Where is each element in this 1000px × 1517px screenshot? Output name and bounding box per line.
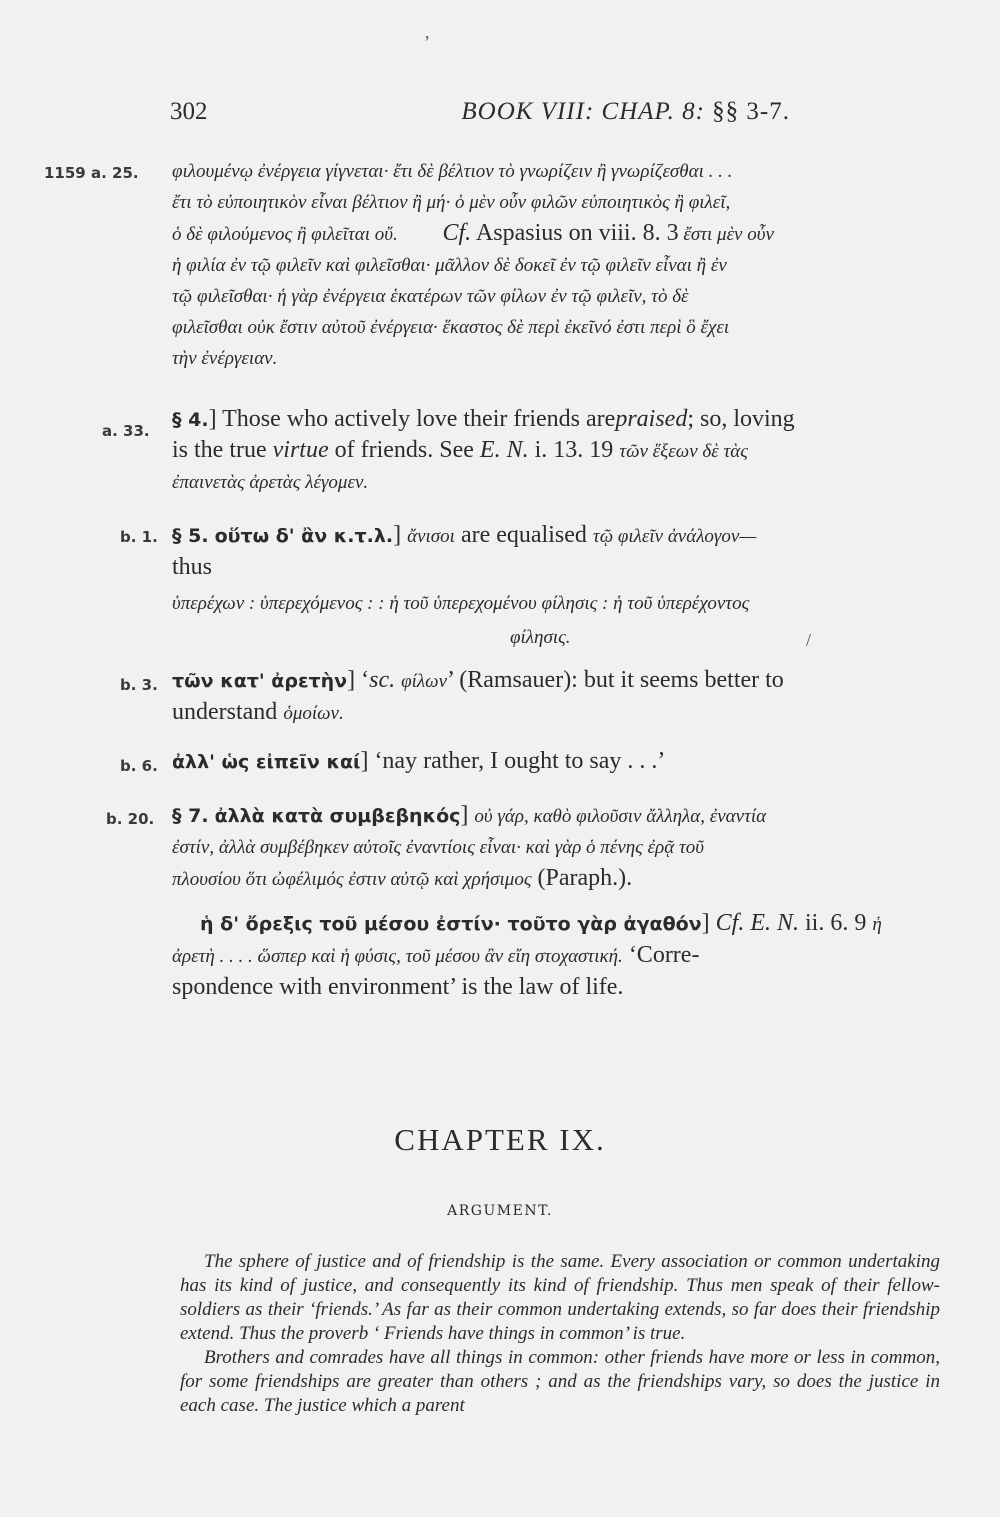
text: understand [172,699,278,725]
text-line: spondence with environment’ is the law of life. [172,974,624,1000]
note-body [200,908,935,940]
line-ref: b. 20. [106,810,155,828]
argument-paragraph: Brothers and comrades have all things in common: other friends have more or less in common, for some friendships are greater than others ; and as the friendships vary, so does the justice in each case. The justice which a parent [180,1347,940,1416]
work-abbrev: E. N. [750,910,799,936]
sections-label: §§ 3-7. [712,98,790,125]
section-mark: § 5. [172,525,209,547]
text-line [172,435,932,467]
proportion-formula: ὑπερέχων : ὑπερεχόμενος : : ἡ τοῦ ὑπερεχομένου φίλησις : ἡ τοῦ ὑπερέχοντος [172,593,750,614]
text-line [172,404,932,435]
text: ii. 6. 9 [805,910,867,936]
lemma: ἀλλ' ὡς εἰπεῖν καί [172,751,361,773]
note-body [172,156,932,374]
page-number: 302 [170,98,208,125]
greek-text: πλουσίου ὅτι ὠφέλιμός ἐστιν αὐτῷ καὶ χρήσιμος [172,869,532,890]
lemma: οὕτω δ' ἂν κ.τ.λ. [214,525,394,547]
cf-label: Cf. [715,910,745,936]
text-line: § 7. ἀλλὰ κατὰ συμβεβηκός] οὐ γάρ, καθὸ φιλοῦσιν ἄλληλα, ἐναντία [172,802,767,828]
section-mark: § 4. [172,409,209,431]
greek-text: ἄνισοι [407,526,455,547]
line-ref: b. 6. [120,757,158,775]
text-line [172,863,932,895]
greek-line: τῷ φιλεῖσθαι· ἡ γὰρ ἐνέργεια ἑκατέρων τῶν φίλων ἐν τῷ φιλεῖν, τὸ δὲ [172,286,689,307]
chap-label: CHAP. 8: [601,98,705,125]
chapter-title: CHAPTER IX. [394,1122,606,1157]
line-ref: b. 3. [120,676,158,694]
text: are equalised [460,522,587,548]
text: of friends. See [334,437,474,463]
greek-line: ἔτι τὸ εὐποιητικὸν εἶναι βέλτιον ἢ μή· ὁ μὲν οὖν φιλῶν εὐποιητικὸς ἢ φιλεῖ, [172,192,731,213]
note-body [172,404,932,498]
note-body [172,665,932,729]
greek-line: τὴν ἐνέργειαν. [172,348,278,369]
line-ref: a. 33. [102,422,150,440]
note-body [172,746,932,777]
text: ] Those who actively love their friends are [208,406,616,432]
text-line [172,940,932,972]
greek-line: ἐπαινετὰς ἀρετὰς λέγομεν. [172,472,369,493]
work-abbrev: E. N. [479,437,529,463]
emphasis: praised [615,406,688,432]
greek-text: τῶν ἕξεων δὲ τὰς [619,441,748,462]
text: (Ramsauer): but it seems better to [459,667,784,693]
book-label: BOOK VIII: [461,98,595,125]
text: (Paraph.). [537,865,633,891]
aspasius-ref: Aspasius on viii. 8. 3 [475,220,679,246]
note-body [172,520,932,582]
greek-text: ὁμοίων. [283,703,344,724]
greek-text: τῷ φιλεῖν ἀνάλογον— [592,526,757,547]
text: i. 13. 19 [534,437,614,463]
section-mark: § 7. [172,805,209,827]
text-line: τῶν κατ' ἀρετὴν] ‘sc. φίλων’ (Ramsauer): but it seems better to [172,667,784,693]
text-line: ἡ δ' ὄρεξις τοῦ μέσου ἐστίν· τοῦτο γὰρ ἀγαθόν] Cf. E. N. ii. 6. 9 ἡ [200,910,882,936]
greek-line: ἡ φιλία ἐν τῷ φιλεῖν καὶ φιλεῖσθαι· μᾶλλον δὲ δοκεῖ ἐν τῷ φιλεῖν εἶναι ἢ ἐν [172,255,727,276]
lemma: τῶν κατ' ἀρετὴν [172,670,348,692]
text-line: § 5. οὕτω δ' ἂν κ.τ.λ.] ἄνισοι are equalised τῷ φιλεῖν ἀνάλογον— [172,522,757,548]
text-line: thus [172,554,213,580]
greek-text: ἔστι μὲν οὖν [683,224,774,245]
cf-label: Cf. [442,220,472,246]
abbrev: sc. [369,667,396,693]
proportion-formula-end: φίλησις. [510,627,571,648]
argument-heading: ARGUMENT. [447,1203,553,1219]
greek-line: φιλουμένῳ ἐνέργεια γίγνεται· ἔτι δὲ βέλτιον τὸ γνωρίζειν ἢ γνωρίζεσθαι . . . [172,161,733,182]
emphasis: virtue [272,437,329,463]
lemma: ἡ δ' ὄρεξις τοῦ μέσου ἐστίν· τοῦτο γὰρ ἀγαθόν [200,913,702,935]
text: ‘Corre- [628,942,700,968]
line-ref: b. 1. [120,528,158,546]
stray-mark: ʼ [424,32,430,52]
greek-line: φιλεῖσθαι οὐκ ἔστιν αὐτοῦ ἐνέργεια· ἕκαστος δὲ περὶ ἐκεῖνό ἐστι περὶ ὃ ἔχει [172,317,730,338]
greek-text: οὐ γάρ, καθὸ φιλοῦσιν ἄλληλα, ἐναντία [474,806,767,827]
running-title [461,98,790,126]
note-body [172,800,932,895]
greek-line: ἐστίν, ἀλλὰ συμβέβηκεν αὐτοῖς ἐναντίοις εἶναι· καὶ γὰρ ὁ πένης ἐρᾷ τοῦ [172,837,704,858]
greek-line [172,218,932,250]
greek-text: φίλων [401,671,448,692]
text-line [172,697,932,729]
text: ; so, loving [687,406,795,432]
lemma: ἀλλὰ κατὰ συμβεβηκός [214,805,461,827]
stray-mark: / [806,630,812,650]
text-line: ἀλλ' ὡς εἰπεῖν καί] ‘nay rather, I ought to say . . .’ [172,748,666,774]
text: is the true [172,437,267,463]
running-header [170,98,790,126]
text: ‘nay rather, I ought to say . . .’ [374,748,666,774]
line-ref: 1159 a. 25. [44,164,139,182]
argument-paragraph: The sphere of justice and of friendship is the same. Every association or common undertaking has its kind of justice, and consequently its kind of friendship. Thus men speak of their fellow-soldiers as their ‘friends.’ As far as their common undertaking extends, so far does their friendship extend. Thus the proverb ‘ Friends have things in common’ is true. [180,1251,940,1344]
greek-text: ὁ δὲ φιλούμενος ἢ φιλεῖται οὔ. [172,224,398,245]
argument-text [180,1250,940,1418]
note-body-cont [172,940,932,1002]
greek-text: ἡ [872,914,882,935]
greek-text: ἀρετὴ . . . . ὥσπερ καὶ ἡ φύσις, τοῦ μέσου ἂν εἴη στοχαστική. [172,946,623,967]
